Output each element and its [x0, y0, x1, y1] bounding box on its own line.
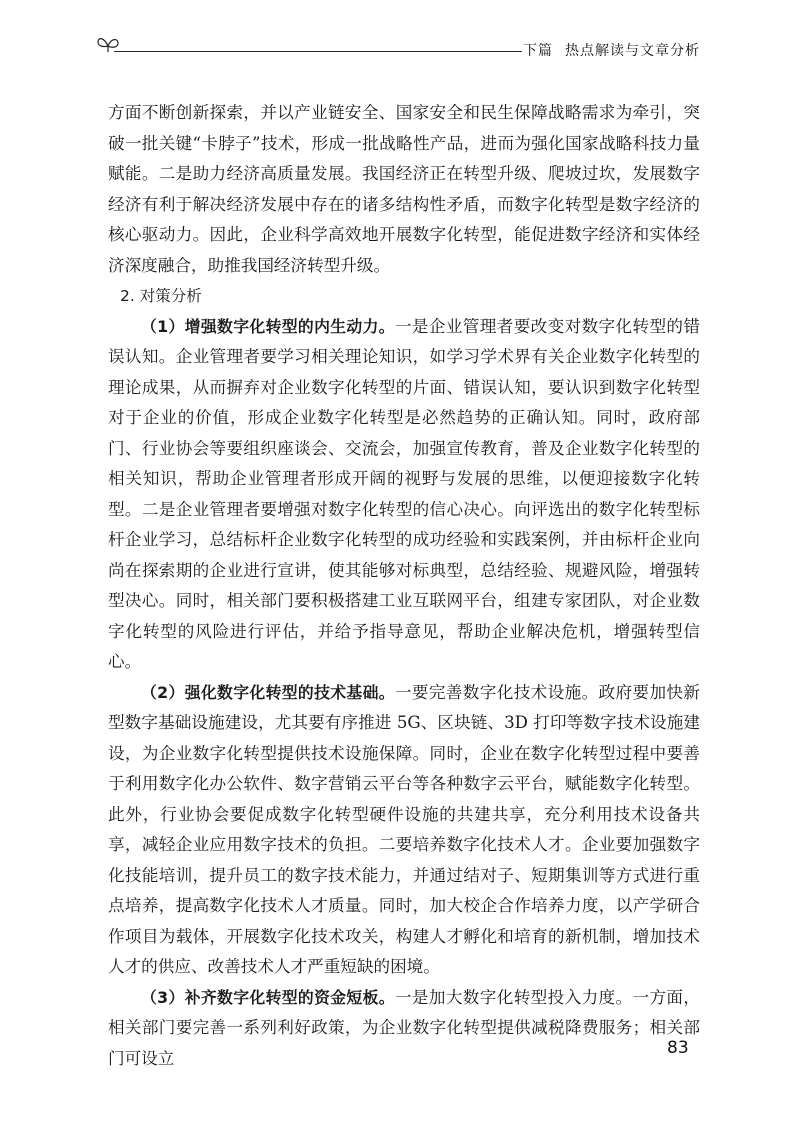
section-heading: 2. 对策分析 [120, 287, 202, 305]
paragraph-1-lead: （1）增强数字化转型的内生动力。 [141, 316, 395, 336]
page-body [108, 98, 700, 1074]
header-title [523, 40, 700, 60]
paragraph-2-text: 一要完善数字化技术设施。政府要加快新型数字基础设施建设，尤其要有序推进 5G、区块链、3D 打印等数字技术设施建设，为企业数字化转型提供技术设施保障。同时，企业在数字化转型过程中要善于利用数字化办公软件、数字营销云平台等各种数字云平台，赋能数字化转型。此外，行业协会要促成数字化转型硬件设施的共建共享，充分利用技术设备共享，减轻企业应用数字技术的负担。二要培养数字化技术人才。企业要加强数字化技能培训，提升员工的数字技术能力，并通过结对子、短期集训等方式进行重点培养，提高数字化技术人才质量。同时，加大校企合作培养力度，以产学研合作项目为载体，开展数字化技术攻关，构建人才孵化和培育的新机制，增加技术人才的供应、改善技术人才严重短缺的困境。 [108, 682, 700, 976]
header-section: 下篇 [523, 43, 553, 59]
body-paragraph-1 [108, 312, 700, 678]
header-chapter-title: 热点解读与文章分析 [565, 43, 700, 59]
running-header [96, 32, 700, 62]
paragraph-3-text: 一是加大数字化转型投入力度。一方面，相关部门要完善一系列利好政策，为企业数字化转型提供减税降费服务；相关部门可设立 [108, 987, 700, 1068]
paragraph-1-text: 一是企业管理者要改变对数字化转型的错误认知。企业管理者要学习相关理论知识，如学习学术界有关企业数字化转型的理论成果，从而摒弃对企业数字化转型的片面、错误认知，要认识到数字化转型对于企业的价值，形成企业数字化转型是必然趋势的正确认知。同时，政府部门、行业协会等要组织座谈会、交流会，加强宣传教育，普及企业数字化转型的相关知识，帮助企业管理者形成开阔的视野与发展的思维，以便迎接数字化转型。二是企业管理者要增强对数字化转型的信心决心。向评选出的数字化转型标杆企业学习，总结标杆企业数字化转型的成功经验和实践案例，并由标杆企业向尚在探索期的企业进行宣讲，使其能够对标典型，总结经验、规避风险，增强转型决心。同时，相关部门要积极搭建工业互联网平台，组建专家团队，对企业数字化转型的风险进行评估，并给予指导意见，帮助企业解决危机，增强转型信心。 [108, 316, 700, 671]
page-number: 83 [667, 1038, 689, 1058]
body-paragraph-2 [108, 678, 700, 983]
header-rule [114, 51, 522, 52]
body-paragraph-3 [108, 983, 700, 1075]
paragraph-3-lead: （3）补齐数字化转型的资金短板。 [141, 987, 395, 1007]
paragraph-2-lead: （2）强化数字化转型的技术基础。 [141, 682, 395, 702]
body-paragraph-continuation: 方面不断创新探索，并以产业链安全、国家安全和民生保障战略需求为牵引，突破一批关键“卡脖子”技术，形成一批战略性产品，进而为强化国家战略科技力量赋能。二是助力经济高质量发展。我国经济正在转型升级、爬坡过坎，发展数字经济有利于解决经济发展中存在的诸多结构性矛盾，而数字化转型是数字经济的核心驱动力。因此，企业科学高效地开展数字化转型，能促进数字经济和实体经济深度融合，助推我国经济转型升级。 [108, 103, 700, 275]
